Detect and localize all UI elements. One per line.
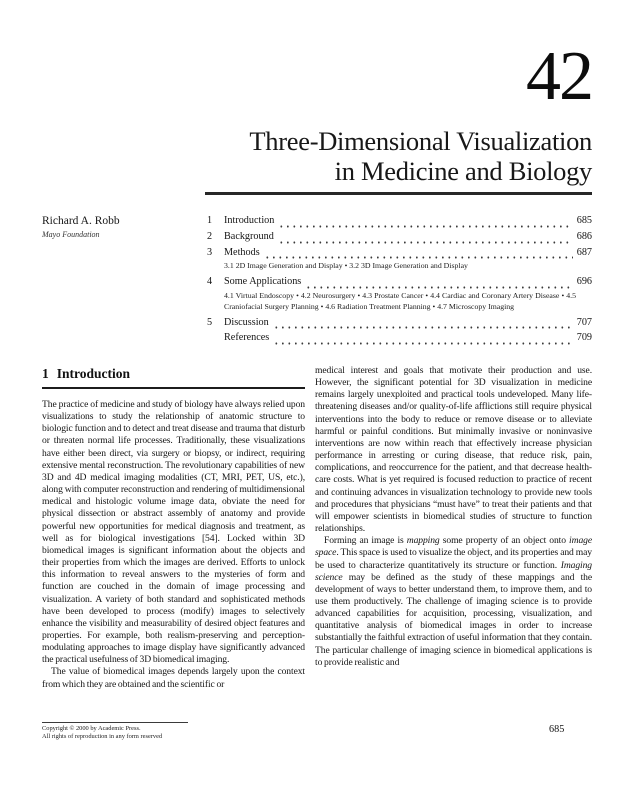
toc-row-some-applications — [207, 274, 592, 290]
chapter-title-line2: in Medicine and Biology — [334, 156, 592, 186]
toc-number: 5 — [207, 316, 213, 328]
toc-dot-leader — [280, 241, 573, 244]
toc-page-number: 687 — [576, 246, 592, 258]
table-of-contents — [207, 213, 592, 346]
toc-number: 3 — [207, 246, 213, 258]
body-left-column — [42, 399, 305, 691]
text-segment: . This space is used to visualize the object, and its properties and may be used to characterize quantitatively its structure or function. — [315, 547, 592, 571]
toc-page-number: 707 — [576, 316, 592, 328]
toc-subsections-methods: 3.1 2D Image Generation and Display • 3.2 3D Image Generation and Display — [224, 261, 468, 271]
text-segment: some property of an object onto — [439, 535, 570, 547]
toc-dot-leader — [280, 225, 572, 228]
toc-number: 2 — [207, 230, 213, 242]
toc-row-references — [207, 330, 592, 346]
author-name: Richard A. Robb — [42, 215, 120, 227]
toc-number: 4 — [207, 275, 213, 287]
author-affiliation: Mayo Foundation — [42, 230, 100, 239]
text-segment: Forming an image is — [324, 535, 407, 547]
toc-dot-leader — [307, 286, 572, 289]
title-rule-divider — [205, 192, 592, 195]
text-segment-italic: Imaging science — [315, 559, 592, 583]
toc-label: Introduction — [224, 215, 275, 226]
paragraph: The value of biomedical images depends largely upon the context from which they are obtained and the scientific or — [42, 666, 305, 690]
chapter-title — [150, 126, 592, 186]
section-heading-label: Introduction — [56, 366, 131, 381]
toc-subsections-applications: 4.1 Virtual Endoscopy • 4.2 Neurosurgery • 4.3 Prostate Cancer • 4.4 Cardiac and Coronary Artery Disease • 4.5 Craniofacial Surgery Planning • 4.6 Radiation Treatment Planning • 4.7 Microscopy Imaging — [224, 290, 576, 312]
toc-label: Discussion — [224, 316, 269, 328]
text-segment-italic: mapping — [406, 535, 440, 547]
toc-page-number: 685 — [576, 215, 592, 226]
copyright-notice — [42, 725, 162, 740]
toc-dot-leader — [275, 342, 572, 345]
page-number: 685 — [549, 724, 565, 735]
toc-label: References — [224, 332, 270, 344]
paragraph — [315, 535, 592, 669]
paragraph: The practice of medicine and study of biology have always relied upon visualizations to study the relationship of anatomic structure to biologic function and to detect and treat disease and trauma that disturb or threaten normal life processes. Traditionally, these visualizations have either been direct, via surgery or biopsy, or indirect, requiring extensive mental reconstruction. The revolutionary capabilities of new 3D and 4D medical imaging modalities (CT, MRI, PET, US, etc.), along with computer reconstruction and rendering of multidimensional medical and histologic volume image data, obviate the need for physical dissection or abstract assembly of anatomy and provide powerful new opportunities for medical diagnosis and treatment, as well as for biological investigations [54]. Locked within 3D biomedical images is significant information about the objects and their properties from which the images are derived. Efforts to unlock this information to reveal answers to the mysteries of form and function are couched in the domain of image processing and visualization. A variety of both standard and sophisticated methods have been developed to process (modify) images to selectively enhance the visibility and measurability of desired object features and properties. For example, both realism-preserving and perception-modulating approaches to image display have significantly advanced the practical usefulness of 3D biomedical imaging. — [42, 399, 305, 666]
toc-label: Background — [224, 230, 274, 242]
chapter-title-line1: Three-Dimensional Visualization — [249, 126, 592, 156]
toc-page-number: 686 — [576, 230, 592, 242]
paragraph: medical interest and goals that motivate their production and use. However, the significant potential for 3D visualization in medicine remains largely unexploited and practical tools undeveloped. Many life-threatening diseases and/or quality-of-life afflictions still require physical interventions into the body to reduce or remove disease or to alleviate harmful or painful conditions. But minimally invasive or noninvasive interventions are now within reach that effectively increase physician performance in arresting or curing disease, that reduce risk, pain, complications, and reoccurrence for the patient, and that decrease health-care costs. What is yet required is focused reduction to practice of recent and continuing advances in visualization technology to provide new tools and procedures that physicians “must have” to treat their patients and that will empower scientists in biomedical studies of structure to function relationships. — [315, 365, 592, 535]
author-block — [42, 214, 192, 240]
toc-page-number: 696 — [576, 275, 592, 287]
chapter-number: 42 — [526, 38, 592, 115]
text-segment: may be defined as the study of these mappings and the development of ways to better understand them, to improve them, and to use them productively. The challenge of imaging science is to provide advanced capabilities for acquisition, processing, visualization, and quantitative analysis of biomedical images in order to increase substantially the faithful extraction of useful information that they contain. The particular challenge of imaging science in biomedical applications is to provide realistic and — [315, 571, 592, 668]
toc-dot-leader — [266, 256, 573, 259]
text-segment-italic: image space — [315, 535, 592, 559]
footer-rule-divider — [42, 722, 188, 723]
toc-number: 1 — [207, 215, 213, 226]
body-right-column — [315, 365, 592, 669]
toc-row-introduction — [207, 213, 592, 229]
toc-row-discussion — [207, 315, 592, 331]
toc-row-background — [207, 229, 592, 245]
copyright-line1: Copyright © 2000 by Academic Press. — [42, 725, 141, 732]
toc-label: Some Applications — [224, 275, 302, 287]
section-heading-introduction — [42, 366, 305, 389]
toc-row-methods — [207, 245, 592, 261]
section-heading-number: 1 — [42, 366, 49, 381]
toc-label: Methods — [224, 246, 260, 258]
copyright-line2: All rights of reproduction in any form reserved — [42, 732, 163, 740]
toc-dot-leader — [275, 326, 573, 329]
toc-page-number: 709 — [576, 332, 592, 344]
